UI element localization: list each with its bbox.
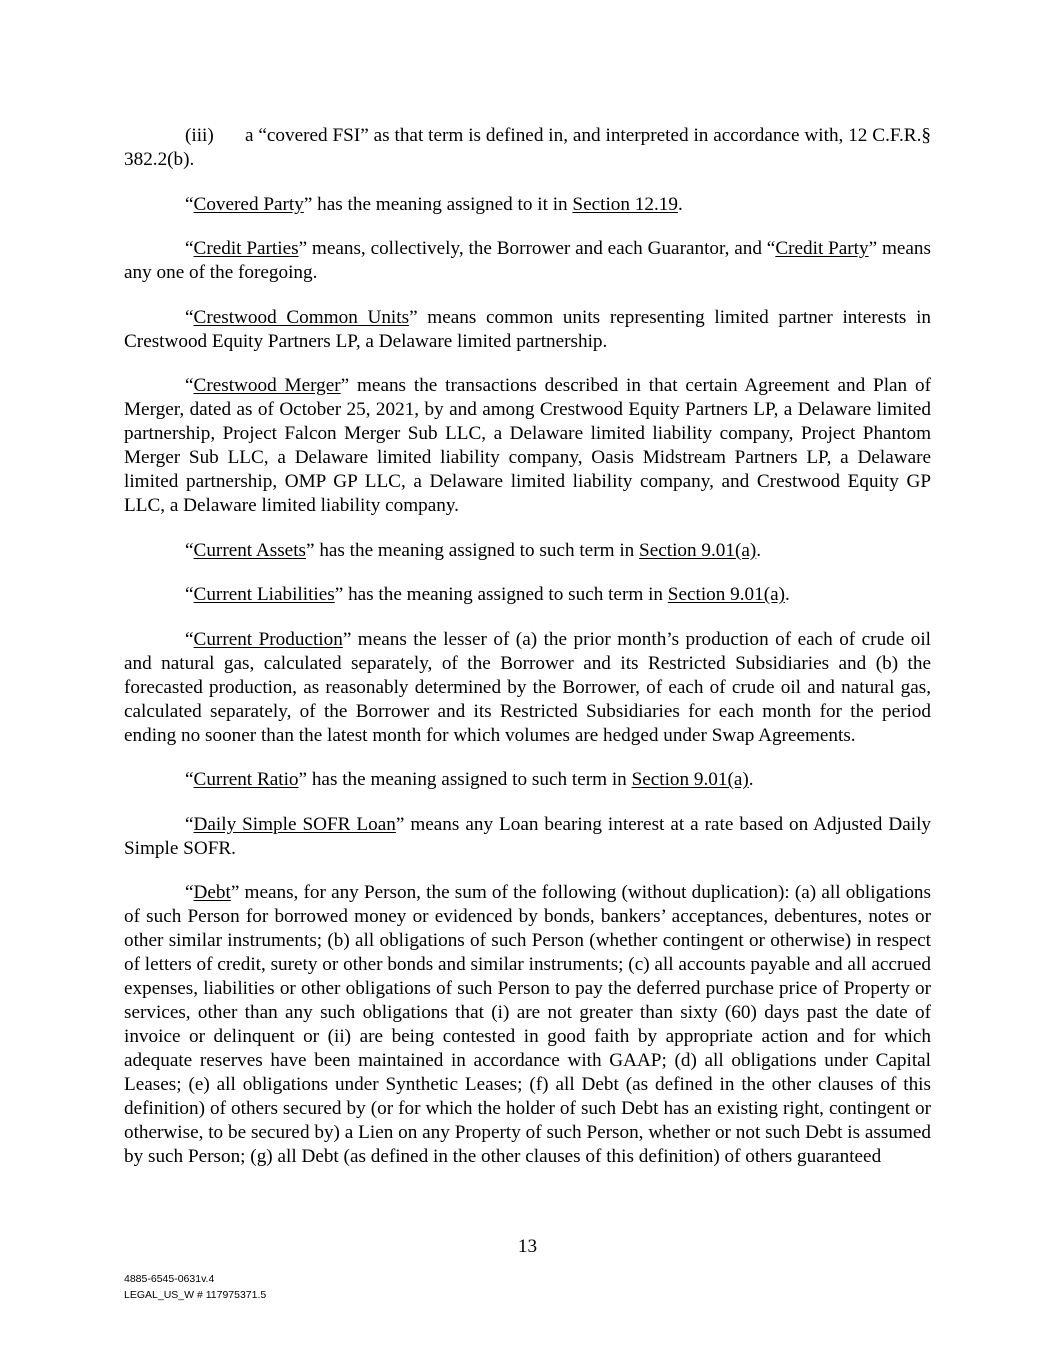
defined-term: Credit Parties <box>193 238 299 259</box>
open-quote: “ <box>185 813 194 835</box>
open-quote: “ <box>185 375 194 396</box>
defined-term: Current Ratio <box>193 769 299 790</box>
definition-daily-simple-sofr-loan <box>124 813 931 861</box>
open-quote: “ <box>185 193 194 215</box>
section-reference: Section 9.01(a) <box>639 539 757 561</box>
definition-current-production <box>124 628 931 748</box>
defined-term: Crestwood Common Units <box>193 306 410 328</box>
definition-text: ” has the meaning assigned to such term in <box>334 584 668 605</box>
definition-text: ” means, for any Person, the sum of the following (without duplication): (a) all obligations of such Person for borrowed money or evidenced by bonds, bankers’ acceptances, debentures, notes or other similar instruments; (b) all obligations of such Person (whether contingent or otherwise) in respect of letters of credit, surety or other bonds and similar instruments; (c) all accounts payable and all accrued expenses, liabilities or other obligations of such Person to pay the deferred purchase price of Property or services, other than any such obligations that (i) are not greater than sixty (60) days past the date of invoice or delinquent or (ii) are being contested in good faith by appropriate action and for which adequate reserves have been maintained in accordance with GAAP; (d) all obligations under Capital Leases; (e) all obligations under Synthetic Leases; (f) all Debt (as defined in the other clauses of this definition) of others secured by (or for which the holder of such Debt has an existing right, contingent or otherwise, to be secured by) a Lien on any Property of such Person, whether or not such Debt is assumed by such Person; (g) all Debt (as defined in the other clauses of this definition) of others guaranteed <box>124 882 931 1167</box>
open-quote: “ <box>185 628 194 650</box>
definition-credit-parties <box>124 237 931 285</box>
definition-text: ” means any Loan bearing interest at a rate based on Adjusted Daily Simple SOFR. <box>124 813 931 859</box>
page-number: 13 <box>517 1236 538 1257</box>
definition-covered-fsi <box>124 124 931 172</box>
definition-text-end: . <box>756 539 762 561</box>
item-number: (iii) <box>185 125 214 146</box>
definition-crestwood-common-units <box>124 306 931 354</box>
definition-current-assets <box>124 539 931 563</box>
definition-text: ” has the meaning assigned to such term in <box>298 769 632 790</box>
definition-debt <box>124 881 931 1169</box>
definition-text: ” has the meaning assigned to it in <box>303 193 573 215</box>
definition-text: ” means, collectively, the Borrower and each Guarantor, and “ <box>298 238 776 259</box>
definition-text-end: ” means any one of the foregoing. <box>124 238 931 283</box>
definition-text: ” means the transactions described in that certain Agreement and Plan of Merger, dated as of October 25, 2021, by and among Crestwood Equity Partners LP, a Delaware limited partnership, Project Falcon Merger Sub LLC, a Delaware limited liability company, Project Phantom Merger Sub LLC, a Delaware limited liability company, Oasis Midstream Partners LP, a Delaware limited partnership, OMP GP LLC, a Delaware limited liability company, and Crestwood Equity GP LLC, a Delaware limited liability company. <box>124 375 931 516</box>
defined-term: Current Assets <box>193 539 306 561</box>
open-quote: “ <box>185 539 194 561</box>
defined-term: Daily Simple SOFR Loan <box>193 813 396 835</box>
definition-text: ” means common units representing limited partner interests in Crestwood Equity Partners LP, a Delaware limited partnership. <box>124 306 932 352</box>
open-quote: “ <box>185 882 194 903</box>
definition-text: ” has the meaning assigned to such term in <box>306 539 640 561</box>
section-reference: Section 9.01(a) <box>667 584 786 605</box>
open-quote: “ <box>185 238 194 259</box>
definition-current-ratio <box>124 768 931 792</box>
document-body <box>124 124 931 1190</box>
defined-term: Crestwood Merger <box>193 375 341 396</box>
document-footer <box>124 1272 266 1303</box>
definition-text-end: . <box>748 769 754 790</box>
defined-term: Current Liabilities <box>193 584 335 605</box>
defined-term: Current Production <box>193 628 343 650</box>
definition-current-liabilities <box>124 583 931 607</box>
definition-covered-party <box>124 193 931 217</box>
section-reference: Section 9.01(a) <box>631 769 749 790</box>
footer-doc-id: 4885-6545-0631v.4 <box>124 1273 215 1285</box>
definition-text: ” means the lesser of (a) the prior month’s production of each of crude oil and natural gas, calculated separately, of the Borrower and its Restricted Subsidiaries and (b) the forecasted production, as reasonably determined by the Borrower, of each of crude oil and natural gas, calculated separately, of the Borrower and its Restricted Subsidiaries for each month for the period ending no sooner than the latest month for which volumes are hedged under Swap Agreements. <box>124 628 931 746</box>
defined-term: Covered Party <box>193 193 304 215</box>
open-quote: “ <box>185 769 194 790</box>
definition-crestwood-merger <box>124 374 931 518</box>
open-quote: “ <box>185 584 194 605</box>
definition-text: a “covered FSI” as that term is defined in, and interpreted in accordance with, 12 C.F.R.§ 382.2(b). <box>124 125 931 170</box>
footer-legal-id: LEGAL_US_W # 117975371.5 <box>124 1288 267 1301</box>
section-reference: Section 12.19 <box>572 193 678 215</box>
defined-term-secondary: Credit Party <box>775 238 869 259</box>
definition-text-end: . <box>677 193 683 215</box>
definition-text-end: . <box>785 584 790 605</box>
defined-term: Debt <box>193 882 231 903</box>
open-quote: “ <box>185 306 194 328</box>
